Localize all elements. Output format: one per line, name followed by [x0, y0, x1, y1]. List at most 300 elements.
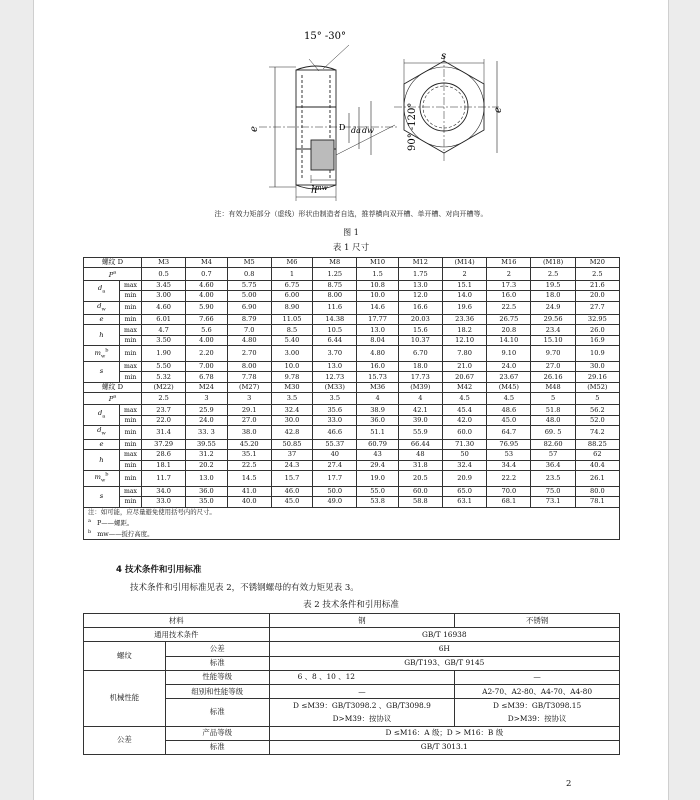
e-min-cell: 55.37: [313, 439, 357, 449]
s-min-cell: 6.78: [186, 372, 227, 382]
thread-size-cell: M8: [313, 258, 357, 268]
da-max-cell: 45.4: [442, 405, 486, 415]
e-left-label: e: [249, 126, 260, 132]
e-min-cell: 37.29: [142, 439, 186, 449]
pitch-cell: 2: [442, 268, 486, 280]
dw-min-cell: 60.0: [442, 426, 486, 439]
da-min-cell: 24.0: [186, 415, 227, 425]
s-max-cell: 16.0: [357, 361, 398, 371]
min-label: min: [120, 497, 142, 507]
s-max-cell: 36.0: [186, 486, 227, 496]
table-row: [84, 314, 620, 324]
dw-min-cell: 14.6: [357, 301, 398, 314]
thread-size-cell: M12: [398, 258, 442, 268]
s-min-cell: 73.1: [531, 497, 575, 507]
dw-min-cell: 51.1: [357, 426, 398, 439]
thread-size-cell: M5: [227, 258, 271, 268]
thread-size-cell: (M39): [398, 382, 442, 392]
s-min-cell: 7.78: [227, 372, 271, 382]
e-min-cell: 82.60: [531, 439, 575, 449]
s-min-cell: 12.73: [313, 372, 357, 382]
pitch-cell: 3: [227, 393, 271, 405]
pitch-cell: 0.7: [186, 268, 227, 280]
e-min-cell: 50.85: [271, 439, 312, 449]
figure-note: 注：有效力矩部分（虚线）形状由制造者自选，推荐横向双开槽、单开槽、对向开槽等。: [214, 210, 488, 218]
s-max-cell: 50.0: [313, 486, 357, 496]
e-min-cell: 88.25: [575, 439, 619, 449]
D-label: D: [339, 123, 346, 132]
da-min-cell: 14.0: [442, 291, 486, 301]
pitch-cell: 3: [186, 393, 227, 405]
max-label: max: [120, 361, 142, 371]
da-min-cell: 10.0: [357, 291, 398, 301]
dw-min-cell: 38.0: [227, 426, 271, 439]
thread-size-label: 螺纹 D: [84, 258, 142, 268]
mw-min-cell: 26.1: [575, 471, 619, 487]
min-label: min: [120, 314, 142, 324]
angle-top-label: 15° -30°: [304, 31, 347, 42]
da-max-cell: 23.7: [142, 405, 186, 415]
figure-caption: 图 1: [343, 228, 359, 237]
h-min-cell: 31.8: [398, 460, 442, 470]
mw-min-cell: 7.80: [442, 346, 486, 362]
h-label: h: [84, 325, 120, 346]
h-max-cell: 26.0: [575, 325, 619, 335]
section-heading: 4 技术条件和引用标准: [116, 565, 202, 575]
dw-min-cell: 46.6: [313, 426, 357, 439]
mw-min-cell: 23.5: [531, 471, 575, 487]
s-min-cell: 29.16: [575, 372, 619, 382]
e-min-cell: 60.79: [357, 439, 398, 449]
table-row: [84, 426, 620, 439]
dw-min-cell: 27.7: [575, 301, 619, 314]
s-min-cell: 58.8: [398, 497, 442, 507]
h-min-cell: 8.04: [357, 335, 398, 345]
h-min-cell: 12.10: [442, 335, 486, 345]
s-max-cell: 70.0: [487, 486, 531, 496]
mw-min-cell: 1.90: [142, 346, 186, 362]
s-min-cell: 45.0: [271, 497, 312, 507]
table-row: [84, 301, 620, 314]
s-max-cell: 60.0: [398, 486, 442, 496]
da-min-cell: 5.00: [227, 291, 271, 301]
h-max-cell: 8.5: [271, 325, 312, 335]
dimensions-table: [83, 257, 620, 540]
thread-tolerance-value: 6H: [269, 642, 619, 656]
da-label: da: [351, 126, 361, 135]
h-max-cell: 13.0: [357, 325, 398, 335]
da-label: $d_a$: [84, 405, 120, 426]
min-label: min: [120, 439, 142, 449]
h-min-cell: 6.44: [313, 335, 357, 345]
thread-size-cell: M48: [531, 382, 575, 392]
mw-min-cell: 2.20: [186, 346, 227, 362]
h-max-cell: 20.8: [487, 325, 531, 335]
specs-table: [83, 613, 620, 755]
e-min-cell: 11.05: [271, 314, 312, 324]
table-row: [84, 382, 620, 392]
s-label: s: [84, 486, 120, 507]
pitch-cell: 2.5: [531, 268, 575, 280]
min-label: min: [120, 415, 142, 425]
pitch-cell: 5: [531, 393, 575, 405]
pitch-cell: 1.75: [398, 268, 442, 280]
mw-min-cell: 17.7: [313, 471, 357, 487]
s-max-cell: 46.0: [271, 486, 312, 496]
s-max-cell: 24.0: [487, 361, 531, 371]
s-max-cell: 7.00: [186, 361, 227, 371]
h-max-cell: 37: [271, 450, 312, 460]
mw-label: mw: [315, 184, 328, 192]
e-min-cell: 23.36: [442, 314, 486, 324]
mw-min-cell: 10.9: [575, 346, 619, 362]
grade-label: 性能等级: [165, 670, 269, 684]
da-min-cell: 12.0: [398, 291, 442, 301]
mech-standard-label: 标准: [165, 699, 269, 726]
dw-min-cell: 31.4: [142, 426, 186, 439]
dw-min-cell: 16.6: [398, 301, 442, 314]
thread-size-cell: (M33): [313, 382, 357, 392]
e-min-cell: 71.30: [442, 439, 486, 449]
mw-min-cell: 3.00: [271, 346, 312, 362]
h-min-cell: 3.50: [142, 335, 186, 345]
da-min-cell: 8.00: [313, 291, 357, 301]
dw-label: $d_w$: [84, 301, 120, 314]
h-min-cell: 32.4: [442, 460, 486, 470]
e-min-cell: 8.79: [227, 314, 271, 324]
mw-label: $m_w^b$: [84, 471, 120, 487]
h-min-cell: 4.80: [227, 335, 271, 345]
h-min-cell: 15.10: [531, 335, 575, 345]
mech-std-steel-1: D ≤M39：GB/T3098.2 、GB/T3098.9: [269, 699, 455, 713]
dw-min-cell: 42.8: [271, 426, 312, 439]
da-max-cell: 15.1: [442, 280, 486, 290]
h-min-cell: 16.9: [575, 335, 619, 345]
dw-label: $d_w$: [84, 426, 120, 439]
da-max-cell: 8.75: [313, 280, 357, 290]
dw-min-cell: 11.6: [313, 301, 357, 314]
h-max-cell: 53: [487, 450, 531, 460]
pitch-cell: 2.5: [575, 268, 619, 280]
e-min-cell: 29.56: [531, 314, 575, 324]
da-max-cell: 6.75: [271, 280, 312, 290]
table-row: [84, 415, 620, 425]
da-max-cell: 38.9: [357, 405, 398, 415]
pitch-cell: 4.5: [442, 393, 486, 405]
table-note: 注：如可能，应尽量避免使用括号内的尺寸。: [84, 507, 620, 517]
group-label: 组别和性能等级: [165, 684, 269, 698]
tol-standard-label: 标准: [165, 740, 269, 754]
thread-size-cell: (M14): [442, 258, 486, 268]
da-max-cell: 13.0: [398, 280, 442, 290]
group-stainless: A2-70、A2-80、A4-70、A4-80: [455, 684, 620, 698]
table-row: [84, 439, 620, 449]
mech-std-stainless-1: D ≤M39：GB/T3098.15: [455, 699, 620, 713]
h-max-cell: 57: [531, 450, 575, 460]
e-min-cell: 66.44: [398, 439, 442, 449]
s-max-cell: 10.0: [271, 361, 312, 371]
footnote-b: $^b$ mw——扳拧高度。: [84, 528, 620, 540]
s-max-cell: 80.0: [575, 486, 619, 496]
dw-min-cell: 24.9: [531, 301, 575, 314]
dw-min-cell: 8.90: [271, 301, 312, 314]
da-min-cell: 30.0: [271, 415, 312, 425]
da-max-cell: 10.8: [357, 280, 398, 290]
min-label: min: [120, 471, 142, 487]
thread-standard-label: 标准: [165, 656, 269, 670]
da-max-cell: 48.6: [487, 405, 531, 415]
s-min-cell: 49.0: [313, 497, 357, 507]
table-row: [84, 361, 620, 371]
thread-size-cell: M30: [271, 382, 312, 392]
s-min-cell: 33.0: [142, 497, 186, 507]
s-min-cell: 15.73: [357, 372, 398, 382]
thread-size-cell: M16: [487, 258, 531, 268]
table-row: [84, 450, 620, 460]
footnote-a: $^a$ P——螺距。: [84, 517, 620, 528]
da-max-cell: 29.1: [227, 405, 271, 415]
pitch-cell: 5: [575, 393, 619, 405]
e-label: e: [84, 439, 120, 449]
h-min-cell: 10.37: [398, 335, 442, 345]
pitch-cell: 3.5: [313, 393, 357, 405]
dw-min-cell: 55.9: [398, 426, 442, 439]
grade-stainless: —: [455, 670, 620, 684]
document-page: [33, 0, 669, 800]
thread-tolerance-label: 公差: [165, 642, 269, 656]
h-max-cell: 40: [313, 450, 357, 460]
table-row: [84, 517, 620, 528]
mw-min-cell: 9.10: [487, 346, 531, 362]
s-min-cell: 17.73: [398, 372, 442, 382]
thread-size-cell: (M22): [142, 382, 186, 392]
da-max-cell: 5.75: [227, 280, 271, 290]
table-row: [84, 335, 620, 345]
mw-min-cell: 6.70: [398, 346, 442, 362]
e-min-cell: 14.38: [313, 314, 357, 324]
h-min-cell: 34.4: [487, 460, 531, 470]
h-max-cell: 18.2: [442, 325, 486, 335]
da-min-cell: 4.00: [186, 291, 227, 301]
pitch-cell: 1.5: [357, 268, 398, 280]
e-min-cell: 17.77: [357, 314, 398, 324]
min-label: min: [120, 426, 142, 439]
pitch-cell: 4: [398, 393, 442, 405]
s-max-cell: 34.0: [142, 486, 186, 496]
table-row: [84, 507, 620, 517]
h-max-cell: 28.6: [142, 450, 186, 460]
h-max-cell: 15.6: [398, 325, 442, 335]
max-label: max: [120, 325, 142, 335]
table-row: [84, 325, 620, 335]
h-max-cell: 4.7: [142, 325, 186, 335]
pitch-cell: 1: [271, 268, 312, 280]
material-header: 材料: [84, 614, 270, 628]
s-min-cell: 40.0: [227, 497, 271, 507]
e-min-cell: 26.75: [487, 314, 531, 324]
da-min-cell: 42.0: [442, 415, 486, 425]
pitch-label: $P^a$: [84, 393, 142, 405]
stainless-header: 不锈钢: [455, 614, 620, 628]
group-steel: —: [269, 684, 455, 698]
mech-std-steel-2: D>M39：按协议: [269, 712, 455, 726]
mw-min-cell: 20.5: [398, 471, 442, 487]
h-max-cell: 23.4: [531, 325, 575, 335]
min-label: min: [120, 346, 142, 362]
e-right-label: e: [493, 107, 504, 113]
dw-label: dw: [362, 126, 374, 135]
h-max-cell: 10.5: [313, 325, 357, 335]
h-max-cell: 62: [575, 450, 619, 460]
thread-label: 螺纹: [84, 642, 166, 670]
h-min-cell: 24.3: [271, 460, 312, 470]
mw-min-cell: 2.70: [227, 346, 271, 362]
thread-size-cell: M10: [357, 258, 398, 268]
mw-min-cell: 11.7: [142, 471, 186, 487]
s-max-cell: 21.0: [442, 361, 486, 371]
s-max-cell: 13.0: [313, 361, 357, 371]
table-row: [84, 280, 620, 290]
da-min-cell: 6.00: [271, 291, 312, 301]
e-min-cell: 6.01: [142, 314, 186, 324]
h-max-cell: 48: [398, 450, 442, 460]
e-min-cell: 32.95: [575, 314, 619, 324]
s-max-cell: 5.50: [142, 361, 186, 371]
s-max-cell: 18.0: [398, 361, 442, 371]
dw-min-cell: 74.2: [575, 426, 619, 439]
da-max-cell: 17.3: [487, 280, 531, 290]
min-label: min: [120, 301, 142, 314]
max-label: max: [120, 405, 142, 415]
table-row: [84, 393, 620, 405]
e-min-cell: 76.95: [487, 439, 531, 449]
da-max-cell: 19.5: [531, 280, 575, 290]
pitch-cell: 4.5: [487, 393, 531, 405]
h-min-cell: 18.1: [142, 460, 186, 470]
s-label: s: [441, 51, 447, 62]
pitch-label: $P^a$: [84, 268, 142, 280]
h-min-cell: 27.4: [313, 460, 357, 470]
thread-size-cell: (M27): [227, 382, 271, 392]
e-min-cell: 45.20: [227, 439, 271, 449]
h-min-cell: 40.4: [575, 460, 619, 470]
s-min-cell: 20.67: [442, 372, 486, 382]
pitch-cell: 0.8: [227, 268, 271, 280]
da-min-cell: 52.0: [575, 415, 619, 425]
dw-min-cell: 22.5: [487, 301, 531, 314]
mw-label: $m_w^b$: [84, 346, 120, 362]
h-min-cell: 29.4: [357, 460, 398, 470]
h-min-cell: 4.00: [186, 335, 227, 345]
table-row: [84, 372, 620, 382]
thread-size-cell: M4: [186, 258, 227, 268]
mw-min-cell: 19.0: [357, 471, 398, 487]
thread-size-label: 螺纹 D: [84, 382, 142, 392]
max-label: max: [120, 450, 142, 460]
s-min-cell: 26.16: [531, 372, 575, 382]
dw-min-cell: 69. 5: [531, 426, 575, 439]
h-min-cell: 36.4: [531, 460, 575, 470]
h-min-cell: 20.2: [186, 460, 227, 470]
da-min-cell: 22.0: [142, 415, 186, 425]
mech-std-stainless-2: D>M39：按协议: [455, 712, 620, 726]
da-max-cell: 56.2: [575, 405, 619, 415]
s-max-cell: 41.0: [227, 486, 271, 496]
dw-min-cell: 5.90: [186, 301, 227, 314]
dw-min-cell: 64.7: [487, 426, 531, 439]
da-max-cell: 51.8: [531, 405, 575, 415]
min-label: min: [120, 335, 142, 345]
h-max-cell: 43: [357, 450, 398, 460]
da-min-cell: 48.0: [531, 415, 575, 425]
s-min-cell: 78.1: [575, 497, 619, 507]
h-min-cell: 5.40: [271, 335, 312, 345]
thread-size-cell: M24: [186, 382, 227, 392]
nut-drawing: [199, 15, 519, 205]
mw-min-cell: 4.80: [357, 346, 398, 362]
e-min-cell: 39.55: [186, 439, 227, 449]
da-max-cell: 4.60: [186, 280, 227, 290]
section-paragraph: 技术条件和引用标准见表 2，不锈钢螺母的有效力矩见表 3。: [130, 583, 359, 593]
da-min-cell: 20.0: [575, 291, 619, 301]
tol-standard-value: GB/T 3013.1: [269, 740, 619, 754]
table-row: [84, 471, 620, 487]
product-grade-value: D ≤M16：A 级；D > M16：B 级: [269, 726, 619, 740]
thread-size-cell: M36: [357, 382, 398, 392]
da-min-cell: 45.0: [487, 415, 531, 425]
table-row: [84, 346, 620, 362]
h-max-cell: 50: [442, 450, 486, 460]
s-min-cell: 5.32: [142, 372, 186, 382]
da-max-cell: 42.1: [398, 405, 442, 415]
s-max-cell: 8.00: [227, 361, 271, 371]
page-number: 2: [566, 779, 572, 789]
max-label: max: [120, 280, 142, 290]
thread-size-cell: (M52): [575, 382, 619, 392]
s-min-cell: 53.8: [357, 497, 398, 507]
pitch-cell: 3.5: [271, 393, 312, 405]
da-min-cell: 39.0: [398, 415, 442, 425]
s-max-cell: 75.0: [531, 486, 575, 496]
h-max-cell: 5.6: [186, 325, 227, 335]
da-max-cell: 3.45: [142, 280, 186, 290]
min-label: min: [120, 372, 142, 382]
table1-title: 表 1 尺寸: [332, 243, 370, 253]
table2-title: 表 2 技术条件和引用标准: [303, 600, 399, 610]
h-min-cell: 14.10: [487, 335, 531, 345]
side-view: [259, 45, 399, 201]
thread-size-cell: (M45): [487, 382, 531, 392]
s-min-cell: 9.78: [271, 372, 312, 382]
table-row: [84, 497, 620, 507]
s-max-cell: 65.0: [442, 486, 486, 496]
table-row: [84, 268, 620, 280]
h-label: h: [311, 185, 318, 196]
h-min-cell: 22.5: [227, 460, 271, 470]
pitch-cell: 4: [357, 393, 398, 405]
mw-min-cell: 13.0: [186, 471, 227, 487]
mw-min-cell: 3.70: [313, 346, 357, 362]
product-grade-label: 产品等级: [165, 726, 269, 740]
da-min-cell: 36.0: [357, 415, 398, 425]
da-min-cell: 33.0: [313, 415, 357, 425]
s-min-cell: 23.67: [487, 372, 531, 382]
grade-steel: 6 、8 、10 、12: [269, 670, 455, 684]
table-row: [84, 528, 620, 540]
da-max-cell: 25.9: [186, 405, 227, 415]
table-row: [84, 460, 620, 470]
thread-size-cell: (M18): [531, 258, 575, 268]
